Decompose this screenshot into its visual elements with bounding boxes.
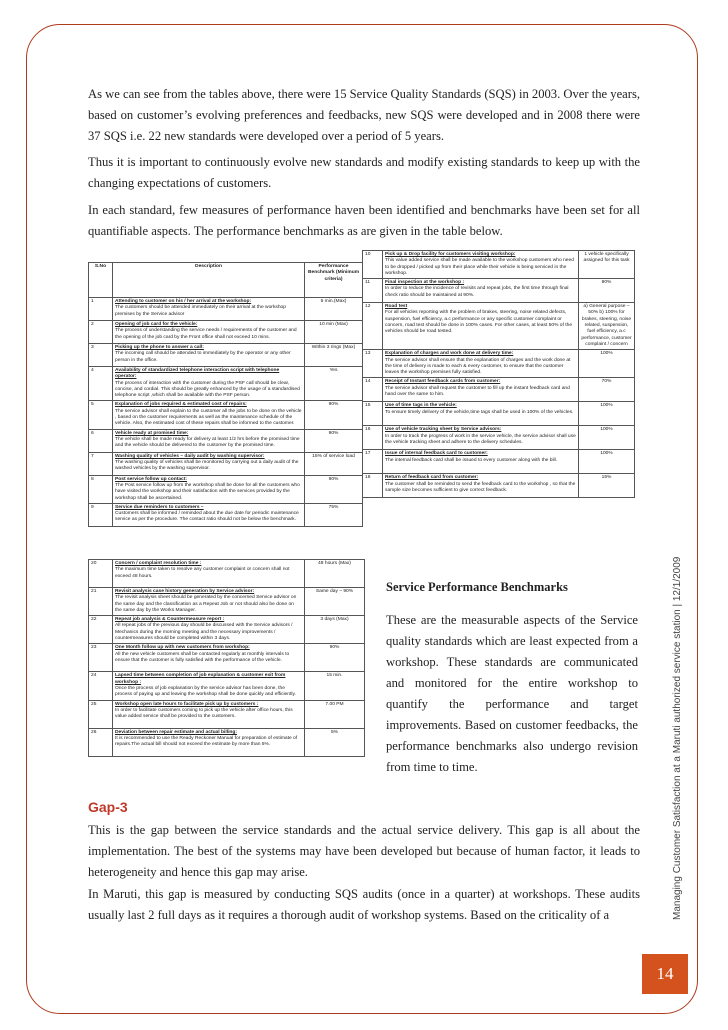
row-number: 1 bbox=[89, 298, 113, 321]
row-benchmark: 7.00 PM bbox=[305, 700, 365, 728]
row-text: In order to facilitate customers coming to pick up the vehicle after office hours, this value added service shall be provided to the customers. bbox=[115, 707, 293, 720]
row-benchmark: 15% of service load bbox=[305, 452, 363, 475]
row-text: The process of interaction with the customer during the PSF call should be clear, concise, and cordial. This should be greatly enhanced by the usage of a standardised telephone script ,which shall be available with the PSF person. bbox=[115, 380, 300, 399]
row-number: 22 bbox=[89, 616, 113, 644]
table-row bbox=[89, 429, 363, 452]
table-row bbox=[363, 450, 635, 474]
row-title: Picking up the phone to answer a call: bbox=[115, 345, 204, 350]
row-text: The vehicle shall be made ready for delivery at least 1/2 hrs before the promised time and the vehicle should be delivered to the customer by the promised time. bbox=[115, 436, 300, 449]
row-number: 26 bbox=[89, 728, 113, 756]
row-number: 18 bbox=[363, 474, 383, 498]
row-title: Opening of job card for the vehicle: bbox=[115, 322, 198, 327]
page-number: 14 bbox=[642, 954, 688, 994]
table-row bbox=[89, 728, 365, 756]
row-description bbox=[383, 350, 579, 378]
table-row bbox=[89, 616, 365, 644]
row-number: 23 bbox=[89, 644, 113, 672]
row-benchmark: 10 min (Max) bbox=[305, 321, 363, 344]
row-benchmark: 90% bbox=[305, 401, 363, 429]
row-text: It is recommended to use the Ready Reckoner Manual for preparation of estimate of repairs.The actual bill should not exceed the estimate by more than 5%. bbox=[115, 735, 298, 748]
row-title: Service due reminders to customers – bbox=[115, 504, 204, 510]
row-number: 3 bbox=[89, 344, 113, 367]
row-benchmark: Yes bbox=[305, 367, 363, 401]
row-benchmark: 5% bbox=[305, 728, 365, 756]
intro-paragraph-1: As we can see from the tables above, there were 15 Service Quality Standards (SQS) in 2003. Over the years, based on customer’s evolving preferences and feedbacks, new SQS were developed and in 2008 there were 37 SQS i.e. 22 new standards were developed over a period of 5 years. bbox=[88, 87, 640, 143]
row-description bbox=[113, 728, 305, 756]
row-number: 5 bbox=[89, 401, 113, 429]
table-row bbox=[89, 367, 363, 401]
row-benchmark: 100% bbox=[579, 350, 635, 378]
row-title: Availability of standardized telephone interaction script with telephone operator: bbox=[115, 368, 280, 380]
row-benchmark: Same day – 90% bbox=[305, 588, 365, 616]
row-benchmark: 100% bbox=[579, 450, 635, 474]
gap-heading: Gap-3 bbox=[88, 799, 128, 815]
row-description bbox=[113, 588, 305, 616]
row-benchmark: a) General purpose – 50% b) 100% for brakes, steering, noise related, suspension, fuel efficiency, a.c performance, customer complaint / concern bbox=[579, 303, 635, 350]
row-number: 4 bbox=[89, 367, 113, 401]
row-number: 24 bbox=[89, 672, 113, 700]
side-running-title: Managing Customer Satisfaction at a Maruti authorized service station | 12/1/2009 bbox=[672, 556, 683, 920]
row-text: The internal feedback card shall be issued to every customer along with the bill. bbox=[385, 457, 558, 463]
table-row bbox=[363, 279, 635, 303]
benchmark-table-left bbox=[88, 262, 363, 527]
row-description bbox=[113, 321, 305, 344]
row-text: The service advisor shall request the customer to fill up the instant feedback card and hand over the same to him. bbox=[385, 385, 570, 398]
row-benchmark: 3 days (Max) bbox=[305, 616, 365, 644]
row-benchmark: 90% bbox=[305, 644, 365, 672]
row-description bbox=[113, 429, 305, 452]
row-title: Washing quality of vehicles – daily audit by washing supervisor: bbox=[115, 453, 265, 459]
row-description bbox=[383, 474, 579, 498]
row-number: 10 bbox=[363, 251, 383, 279]
table-row bbox=[89, 298, 363, 321]
row-description bbox=[113, 452, 305, 475]
row-title: Pick up & Drop facility for customers visiting workshop: bbox=[385, 252, 516, 257]
row-title: Final inspection at the workshop : bbox=[385, 280, 465, 286]
table-row bbox=[89, 503, 363, 526]
row-text: This value added service shall be made available to the workshop customers who need to be dropped / picked up from their place while their vehicle is being serviced in the workshop. bbox=[385, 258, 574, 276]
sidebar-body: These are the measurable aspects of the Service quality standards which are least expected from a workshop. These standards are communicated and monitored for the entire workshop to quantify the performance and target improvements. Based on customer feedbacks, the performance benchmarks also undergo revision from time to time. bbox=[386, 613, 638, 774]
row-description bbox=[113, 401, 305, 429]
table-row bbox=[363, 350, 635, 378]
row-title: Repeat job analysis & Countermeasure report : bbox=[115, 617, 225, 623]
row-description bbox=[113, 616, 305, 644]
table-row bbox=[89, 344, 363, 367]
gap-paragraph-2: In Maruti, this gap is measured by conducting SQS audits (once in a quarter) at workshops. These audits usually last 2 full days as it requires a thorough audit of workshop systems. Based on the criticality of a bbox=[88, 887, 640, 922]
row-benchmark: 15 min. bbox=[305, 672, 365, 700]
row-title: Use of vehicle tracking sheet by Service advisors: bbox=[385, 427, 502, 433]
row-title: Road test bbox=[385, 304, 408, 310]
row-title: Explanation of charges and work done at delivery time: bbox=[385, 351, 514, 357]
row-benchmark: 70% bbox=[579, 378, 635, 402]
row-text: The customer shall be reminded to send the feedback card to the workshop , so that the sample size becomes sufficient to give correct feedback. bbox=[385, 481, 576, 494]
row-description bbox=[113, 672, 305, 700]
row-number: 21 bbox=[89, 588, 113, 616]
table-row bbox=[363, 402, 635, 426]
header-benchmark: Performance Benchmark (Minimum criteria) bbox=[305, 263, 363, 298]
row-title: Deviation between repair estimate and actual billing: bbox=[115, 729, 238, 735]
row-text: In order to track the progress of work in the service vehicle, the service advisor shall use the vehicle tracking sheet and adhere to the delivery schedules. bbox=[385, 433, 576, 446]
row-description bbox=[383, 450, 579, 474]
row-title: Attending to customer on his / her arrival at the workshop: bbox=[115, 299, 252, 304]
row-text: All the new vehicle customers shall be contacted regularly at monthly intervals to ensure that the customer is fully satisfied with the performance of the vehicle. bbox=[115, 651, 290, 663]
gap-paragraph-1: This is the gap between the service standards and the actual service delivery. This gap is all about the implementation. The best of the systems may have been developed but because of human factor, it leads to heterogeneity and hence this gap may arise. bbox=[88, 823, 640, 879]
header-description: Description bbox=[113, 263, 305, 298]
table-row bbox=[89, 452, 363, 475]
table-row bbox=[363, 474, 635, 498]
row-title: Revisit analysis case history generation by Service advisor: bbox=[115, 589, 255, 594]
row-number: 17 bbox=[363, 450, 383, 474]
row-number: 25 bbox=[89, 700, 113, 728]
row-description bbox=[113, 560, 305, 588]
row-title: Use of time tags in the vehicle: bbox=[385, 403, 457, 409]
row-description bbox=[113, 503, 305, 526]
row-title: Explanation of jobs required & estimated cost of repairs: bbox=[115, 402, 247, 408]
row-number: 7 bbox=[89, 452, 113, 475]
row-text: Once the process of job explanation by the service advisor has been done, the process of paying up and leaving the workshop shall be done quickly and efficiently. bbox=[115, 685, 296, 698]
row-benchmark: 75% bbox=[305, 503, 363, 526]
table-row bbox=[89, 700, 365, 728]
row-text: The service advisor shall ensure that the explanation of charges and the work done at the time of delivery is made to each & every customer, to ensure that the customer leaves the workshop premises fully satisfied. bbox=[385, 357, 571, 376]
row-text: The revisit analysis sheet should be generated by the concerned Service advisor on the same day and the classification as a Repeat Job or not should also be done on the same day by the Works Manager. bbox=[115, 595, 297, 613]
row-description bbox=[113, 475, 305, 503]
row-number: 16 bbox=[363, 426, 383, 450]
row-number: 13 bbox=[363, 350, 383, 378]
row-benchmark: 1 vehicle specifically assigned for this task bbox=[579, 251, 635, 279]
row-text: Customers shall be informed / reminded about the due date for periodic maintenance service as per the procedure. The contact ratio should not be below the benchmark. bbox=[115, 511, 299, 523]
row-benchmark: 90% bbox=[579, 279, 635, 303]
row-title: Receipt of Instant feedback cards from customer: bbox=[385, 379, 501, 385]
row-description bbox=[113, 700, 305, 728]
row-title: Vehicle ready at promised time: bbox=[115, 430, 189, 436]
table-header-row bbox=[89, 263, 363, 298]
table-row bbox=[363, 303, 635, 350]
row-benchmark: 100% bbox=[579, 402, 635, 426]
row-benchmark: 100% bbox=[579, 426, 635, 450]
row-text: The process of understanding the service needs / requirements of the customer and the opening of the job card by the Front office shall not exceed 10 mins. bbox=[115, 328, 297, 340]
row-text: The customers should be attended immediately on their arrival at the workshop premises by the Service advisor bbox=[115, 305, 286, 317]
row-number: 15 bbox=[363, 402, 383, 426]
row-number: 12 bbox=[363, 303, 383, 350]
row-description bbox=[383, 402, 579, 426]
row-number: 2 bbox=[89, 321, 113, 344]
table-row bbox=[89, 321, 363, 344]
row-number: 9 bbox=[89, 503, 113, 526]
row-text: All repeat jobs of the previous day should be discussed with the Service advisors / Mechanics during the morning meeting and the necessary improvements / countermeasures should be completed within 3 days. bbox=[115, 623, 293, 642]
row-title: Return of feedback card from customer: bbox=[385, 475, 479, 481]
row-title: Workshop open late hours to facilitate pick up by customers : bbox=[115, 701, 259, 707]
row-description bbox=[113, 644, 305, 672]
row-benchmark: 90% bbox=[305, 475, 363, 503]
row-text: To ensure timely delivery of the vehicle,time tags shall be used in 100% of the vehicles. bbox=[385, 409, 574, 415]
row-number: 11 bbox=[363, 279, 383, 303]
row-description bbox=[383, 378, 579, 402]
row-text: The service advisor shall explain to the customer all the jobs to be done on the vehicle , based on the customer requirements as well as the maintenance schedule of the vehicle. Also, the estimated cost of these repairs shall be informed to the customer. bbox=[115, 408, 302, 427]
table-row bbox=[363, 378, 635, 402]
row-text: The Post service follow up from the workshop shall be done for all the customers who have visited the workshop and their satisfaction with the services provided by the workshop shall be ascertained. bbox=[115, 482, 300, 501]
row-benchmark: 5 min.(Max) bbox=[305, 298, 363, 321]
row-number: 20 bbox=[89, 560, 113, 588]
benchmark-table-bottom bbox=[88, 559, 365, 757]
table-row bbox=[89, 475, 363, 503]
intro-paragraph-2: Thus it is important to continuously evolve new standards and modify existing standards to keep up with the changing expectations of customers. bbox=[88, 155, 640, 190]
intro-paragraph-3: In each standard, few measures of performance haven been identified and benchmarks have been set for all quantifiable aspects. The performance benchmarks as are given in the table below. bbox=[88, 203, 640, 238]
row-text: The incoming call should be attended to immediately by the operator or any other person in the office. bbox=[115, 351, 291, 363]
row-text: For all vehicles reporting with the problem of brakes, steering, noise related defects, suspension, fuel efficiency, a.c performance or any specific customer complaint or concern, road test should be done in 100% cases. For other cases, at least 50% of the vehicles should be road tested. bbox=[385, 310, 573, 335]
row-description bbox=[383, 303, 579, 350]
row-description bbox=[113, 344, 305, 367]
row-benchmark: Within 3 rings (Max) bbox=[305, 344, 363, 367]
table-row bbox=[89, 672, 365, 700]
table-row bbox=[89, 644, 365, 672]
header-sno: S.No bbox=[89, 263, 113, 298]
row-benchmark: 48 hours (Max) bbox=[305, 560, 365, 588]
row-title: Concern / complaint resolution time : bbox=[115, 561, 202, 566]
benchmark-table-right bbox=[362, 250, 635, 498]
row-title: One Month follow up with new customers from workshop: bbox=[115, 645, 250, 651]
row-title: Issue of internal feedback card to customer: bbox=[385, 451, 488, 457]
table-row bbox=[89, 560, 365, 588]
row-description bbox=[113, 298, 305, 321]
table-row bbox=[89, 588, 365, 616]
row-number: 14 bbox=[363, 378, 383, 402]
row-text: The maximum time taken to resolve any customer complaint or concern shall not exceed 48 hours. bbox=[115, 567, 290, 579]
row-number: 6 bbox=[89, 429, 113, 452]
row-description bbox=[113, 367, 305, 401]
table-row bbox=[363, 426, 635, 450]
row-title: Post service follow up contact: bbox=[115, 476, 188, 482]
row-text: The washing quality of vehicles shall be monitored by carrying out a daily audit of the washed vehicles by the washing supervisor. bbox=[115, 459, 299, 472]
row-title: Lapsed time between completion of job explanation & customer exit from workshop : bbox=[115, 673, 286, 685]
row-benchmark: 15% bbox=[579, 474, 635, 498]
row-text: In order to reduce the incidence of revisits and repeat jobs, the first time through final check ratio should be maintained at 90%. bbox=[385, 286, 569, 298]
table-row bbox=[89, 401, 363, 429]
row-description bbox=[383, 251, 579, 279]
sidebar-title: Service Performance Benchmarks bbox=[386, 580, 568, 594]
table-row bbox=[363, 251, 635, 279]
row-description bbox=[383, 279, 579, 303]
row-benchmark: 90% bbox=[305, 429, 363, 452]
row-description bbox=[383, 426, 579, 450]
row-number: 8 bbox=[89, 475, 113, 503]
